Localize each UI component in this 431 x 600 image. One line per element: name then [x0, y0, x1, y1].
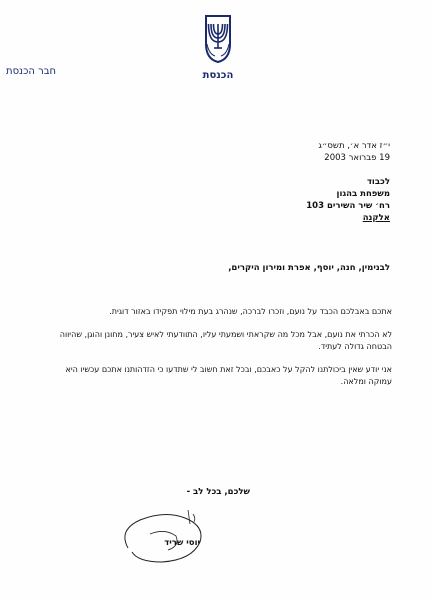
signer-name: יוסי שריד [164, 538, 200, 548]
recipient-street: רח׳ שיר השירים 103 [306, 201, 390, 211]
institution-name: הכנסת [202, 70, 234, 81]
recipient-family: משפחת בהגון [336, 189, 390, 199]
recipient-city: אלקנה [362, 213, 390, 223]
recipient-salutation: לכבוד [366, 177, 390, 187]
closing-line: שלכם, בכל לב - [186, 487, 250, 497]
hebrew-date: י״ז אדר א׳, תשס״ג [318, 141, 390, 151]
member-title: חבר הכנסת [6, 66, 57, 77]
paragraph-1: אתכם באבלכם הכבד על נועם, וזכרו לברכה, שנהרג בעת מילוי תפקידו באזור דוגית. [109, 307, 392, 316]
paragraph-2: לא הכרתי את נועם, אבל מכל מה שקראתי ושמעתי עליו, התוודעתי לאיש צעיר, מחונן והוגן, שהיווה הבטחה גדולה לעתיד. [59, 330, 392, 351]
paragraph-3: אני יודע שאין ביכולתנו להקל על כאבכם, ובכל זאת חשוב לי שתדעו כי הזדהותנו אתכם עכשיו היא עמוקה ומלאה. [65, 365, 392, 386]
menorah-emblem-icon [203, 14, 233, 64]
greeting: לבנימין, חנה, יוסף, אפרת ומירון היקרים, [228, 263, 390, 273]
gregorian-date: 19 פברואר 2003 [324, 153, 390, 163]
recipient-block [230, 176, 390, 224]
handwritten-signature [110, 490, 220, 570]
